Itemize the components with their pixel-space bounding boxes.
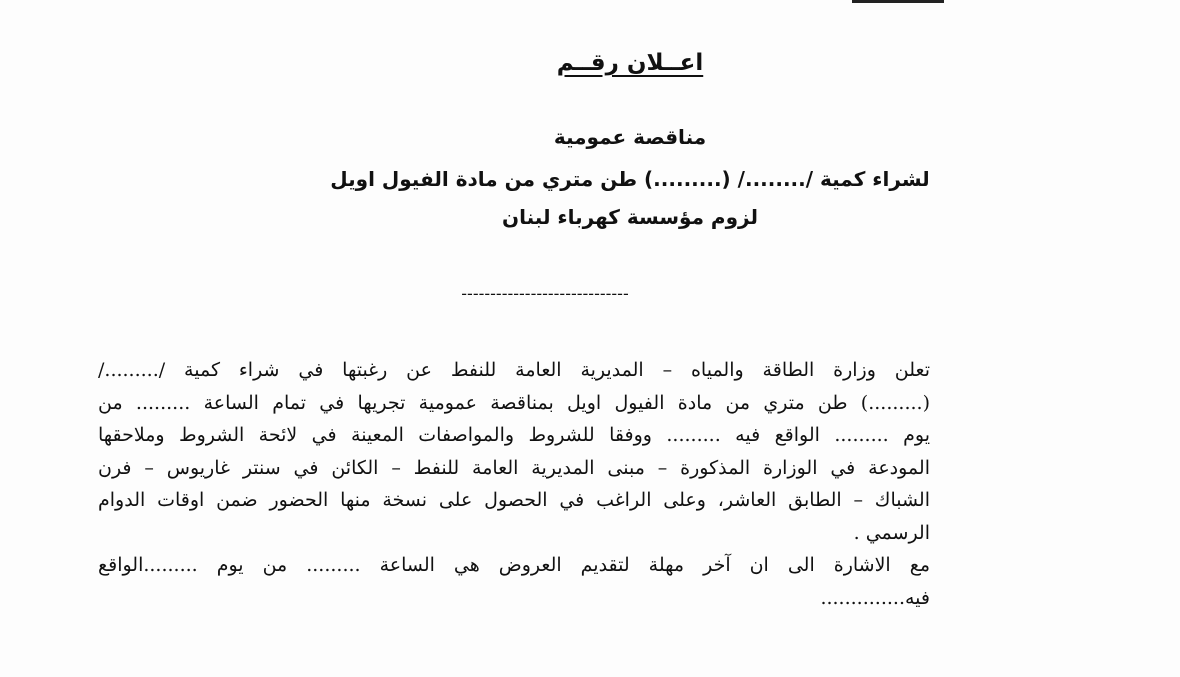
body-line: فيه..............: [820, 586, 930, 609]
dashed-separator: -----------------------------: [461, 284, 629, 303]
body-line: (.........) طن متري من مادة الفيول اويل بمناقصة عمومية تجريها في تمام الساعة ......... من: [98, 391, 930, 414]
announcement-body: [98, 354, 930, 614]
body-line: مع الاشارة الى ان آخر مهلة لتقديم العروض هي الساعة ......... من يوم .........الواقع: [98, 554, 930, 576]
body-line: تعلن وزارة الطاقة والمياه – المديرية العامة للنفط عن رغبتها في شراء كمية /........./: [98, 359, 930, 381]
body-line: الرسمي .: [853, 521, 930, 544]
purchase-quantity-heading: لشراء كمية /......../ (.........) طن متري من مادة الفيول اويل: [330, 167, 930, 191]
body-line: يوم ......... الواقع فيه ......... ووفقا للشروط والمواصفات المعينة في لائحة الشروط وملاحقها: [98, 424, 930, 446]
top-cropped-line: [852, 0, 944, 3]
beneficiary-heading: لزوم مؤسسة كهرباء لبنان: [502, 205, 758, 229]
tender-type-heading: مناقصة عمومية: [553, 125, 707, 149]
body-line: الشباك – الطابق العاشر، وعلى الراغب في الحصول على نسخة منها الحضور ضمن اوقات الدوام: [98, 489, 930, 511]
body-line: المودعة في الوزارة المذكورة – مبنى المديرية العامة للنفط – الكائن في سنتر غاريوس – فرن: [98, 456, 930, 479]
announcement-title: اعــلان رقــم: [556, 50, 704, 76]
